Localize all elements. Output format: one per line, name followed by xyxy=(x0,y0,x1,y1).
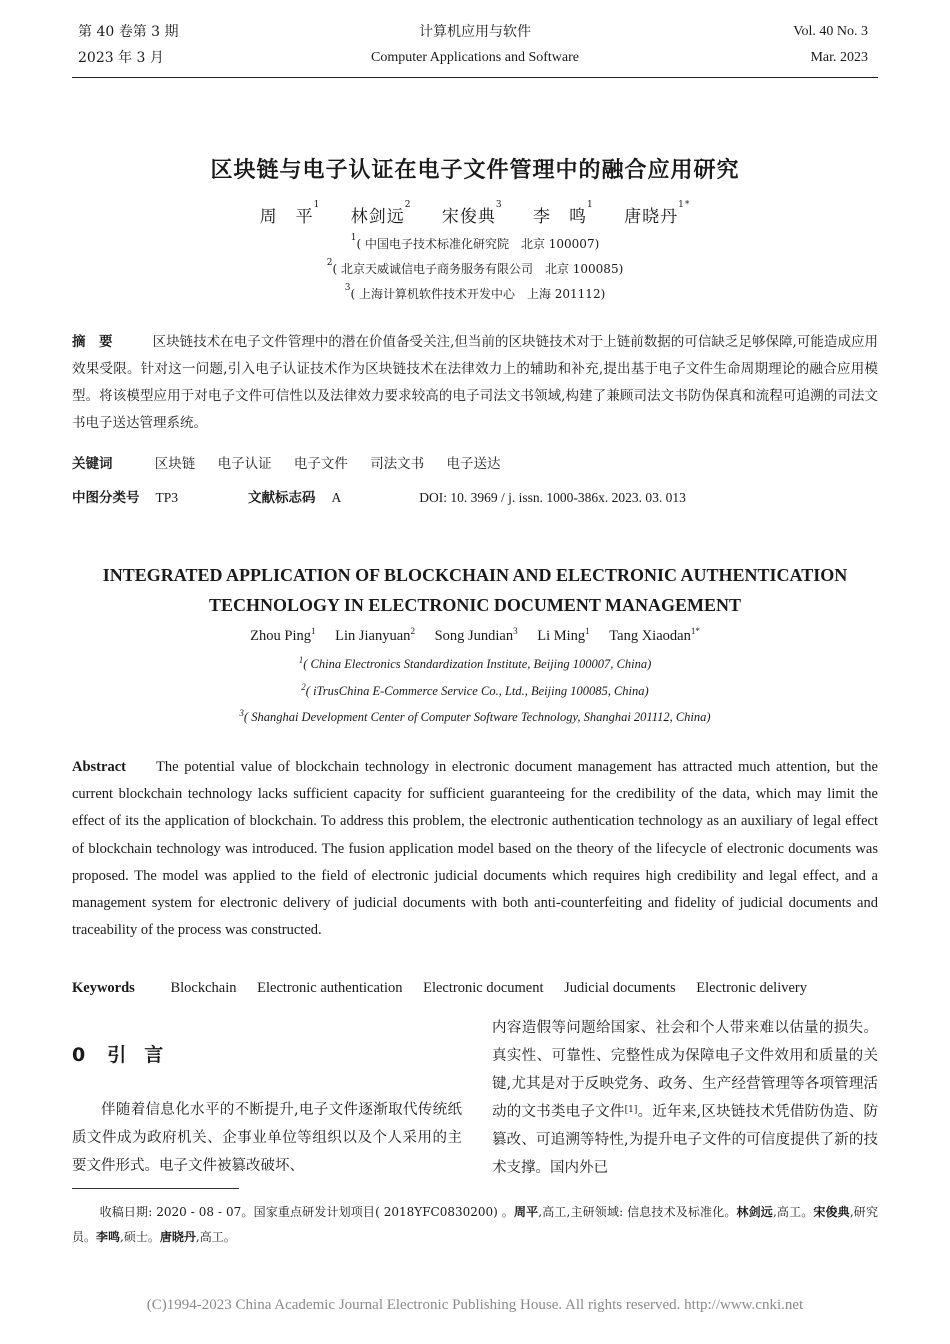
section-heading xyxy=(72,1040,181,1067)
abstract-cn: 摘 要 区块链技术在电子文件管理中的潜在价值备受关注,但当前的区块链技术对于上链前数据的可信缺乏足够保障,可能造成应用效果受限。针对这一问题,引入电子认证技术作为区块链技术在法律效力上的辅助和补充,提出基于电子文件生命周期理论的融合应用模型。将该模型应用于对电子文件可信性以及法律效力要求较高的电子司法文书领域,构建了兼顾司法文书防伪保真和流程可追溯的司法文书电子送达管理系统。 xyxy=(72,334,878,431)
authors-en xyxy=(0,628,950,645)
affiliation-en-2: $^2$( iTrusChina E-Commerce Service Co., Ltd., Beijing 100085, China) xyxy=(301,682,649,698)
author-en: Song Jundian$^3$ xyxy=(434,626,518,644)
header-date: 2023 年 3 月 xyxy=(78,50,164,66)
affiliation-en-3: $^3$( Shanghai Development Center of Computer Software Technology, Shanghai 201112, China) xyxy=(239,708,711,724)
authors-cn xyxy=(0,202,950,227)
author-cn: 林剑远$^2$ xyxy=(350,200,412,227)
author-en: Li Ming$^1$ xyxy=(537,626,590,644)
section-number: 0 xyxy=(72,1044,86,1066)
author-en: Lin Jianyuan$^2$ xyxy=(335,626,415,644)
body-right-column: 内容造假等问题给国家、社会和个人带来难以估量的损失。真实性、可靠性、完整性成为保障电子文件效用和质量的关键,尤其是对于反映党务、政务、生产经营管理等各项管理活动的文书类电子文件[1]。近年来,区块链技术凭借防伪造、防篡改、可追溯等特性,为提升电子文件的可信度提供了新的技术支撑。国内外已 xyxy=(492,1020,878,1176)
keyword-en: Electronic authentication xyxy=(257,980,403,996)
footnote: 收稿日期: 2020 - 08 - 07。国家重点研发计划项目( 2018YFC0830200) 。周平,高工,主研领域: 信息技术及标准化。林剑远,高工。宋俊典,研究员。李鸣,硕士。唐晓丹,高工。 xyxy=(72,1205,878,1244)
affiliation-en-1: $^1$( China Electronics Standardization Institute, Beijing 100007, China) xyxy=(298,655,652,671)
keyword-cn: 司法文书 xyxy=(370,456,425,472)
title-cn: 区块链与电子认证在电子文件管理中的融合应用研究 xyxy=(210,158,740,183)
header-rule xyxy=(72,77,878,78)
author-cn: 宋俊典$^3$ xyxy=(441,200,503,227)
author-cn: 唐晓丹$^{1*}$ xyxy=(624,200,691,227)
keyword-en: Electronic delivery xyxy=(696,980,808,996)
clc-value: TP3 xyxy=(155,490,179,505)
header-month: Mar. 2023 xyxy=(810,50,868,65)
keyword-en: Electronic document xyxy=(423,980,544,996)
footnote-rule xyxy=(72,1188,239,1189)
author-cn: 周 平$^1$ xyxy=(259,200,321,227)
header-volume: Vol. 40 No. 3 xyxy=(793,24,868,39)
copyright-notice: (C)1994-2023 China Academic Journal Electronic Publishing House. All rights reserved. http://www.cnki.net xyxy=(146,1297,804,1313)
author-cn: 李 鸣$^1$ xyxy=(533,200,594,227)
keyword-cn: 电子文件 xyxy=(293,456,348,472)
header-journal-cn: 计算机应用与软件 xyxy=(419,24,531,40)
header-issue: 第 40 卷第 3 期 xyxy=(78,24,179,40)
doc-code-value: A xyxy=(331,490,342,505)
affiliation-cn-3: $^3$( 上海计算机软件技术开发中心 上海 201112) xyxy=(344,283,606,301)
keyword-en: Blockchain xyxy=(170,980,237,996)
section-title: 引言 xyxy=(107,1044,182,1066)
header-journal-en: Computer Applications and Software xyxy=(370,50,580,65)
abstract-en-label: Abstract xyxy=(72,759,126,775)
keyword-cn: 电子送达 xyxy=(446,456,501,472)
keyword-en: Judicial documents xyxy=(564,980,676,996)
keyword-cn: 电子认证 xyxy=(217,456,272,472)
doi: DOI: 10. 3969 / j. issn. 1000-386x. 2023. 03. 013 xyxy=(419,490,686,505)
citation: [1] xyxy=(624,1105,638,1115)
affiliation-cn-1: $^1$( 中国电子技术标准化研究院 北京 100007) xyxy=(350,233,600,251)
doc-code-label: 文献标志码 xyxy=(248,490,316,506)
clc-label: 中图分类号 xyxy=(72,490,140,506)
classification-row xyxy=(72,486,686,506)
abstract-en: Abstract The potential value of blockchain technology in electronic document management has attracted much attention, but the current blockchain technology lacks sufficient capacity for sufficient guaranteeing for the credibility of the data, which may limit the effect of its the application of blockchain. To address this problem, the electronic authentication technology as an auxiliary of legal effect of blockchain technology was introduced. The fusion application model based on the theory of the lifecycle of electronic documents was proposed. The model was applied to the field of electronic judicial documents which requires high credibility and legal effect, and a management system for electronic delivery of judicial documents with both anti-counterfeiting and fidelity of judicial documents and traceability of the process was constructed. xyxy=(72,759,878,939)
keywords-cn: 关键词 区块链 电子认证 电子文件 司法文书 电子送达 xyxy=(72,456,501,472)
title-en: INTEGRATED APPLICATION OF BLOCKCHAIN AND ELECTRONIC AUTHENTICATION TECHNOLOGY IN ELECTRONIC DOCUMENT MANAGEMENT xyxy=(102,565,848,615)
affiliation-cn-2: $^2$( 北京天威诚信电子商务服务有限公司 北京 100085) xyxy=(326,258,624,276)
keywords-en: Keywords Blockchain Electronic authentication Electronic document Judicial documents Electronic delivery xyxy=(72,980,808,996)
author-en: Zhou Ping$^1$ xyxy=(250,626,316,644)
keyword-cn: 区块链 xyxy=(154,456,196,472)
body-left-column: 伴随着信息化水平的不断提升,电子文件逐渐取代传统纸质文件成为政府机关、企事业单位等组织以及个人采用的主要文件形式。电子文件被篡改破坏、 xyxy=(72,1102,462,1174)
author-en: Tang Xiaodan$^{1*}$ xyxy=(609,626,700,644)
abstract-cn-label: 摘 要 xyxy=(72,334,113,350)
